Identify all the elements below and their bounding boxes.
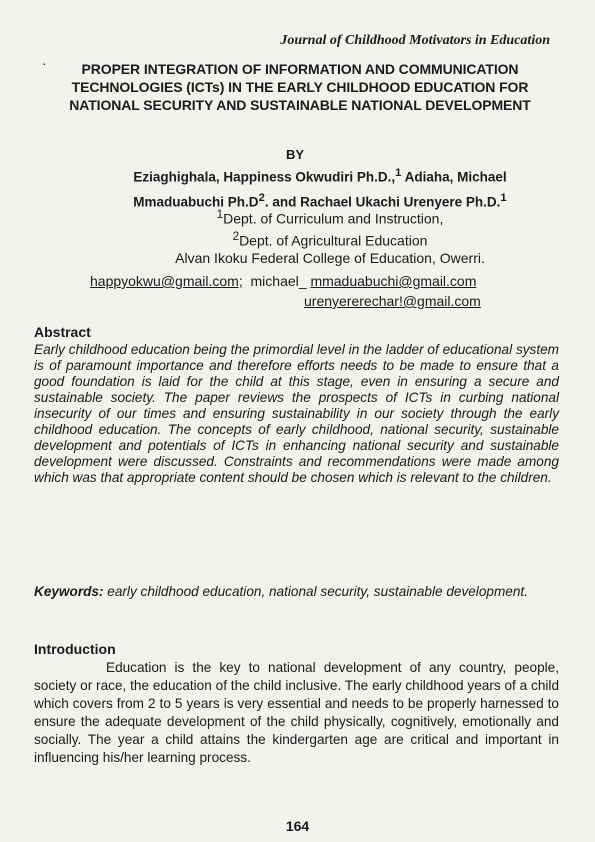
- email-line-1: [60, 271, 580, 291]
- abstract-text: Early childhood education being the primordial level in the ladder of educational system is of paramount importance and therefore efforts needs to be made to ensure that a good foundation is laid for the child at this stage, even in ensuring a secure and sustainable society. The paper reviews the prospects of ICTs in curbing national insecurity of our times and ensuring sustainability in our society through the early childhood education. The concepts of early childhood, national security, sustainable development and potentials of ICTs in enhancing national security and sustainable development were discussed. Constraints and recommendations were made among which was that appropriate content should be chosen which is relevant to the children.: [34, 342, 559, 485]
- title-line-1: PROPER INTEGRATION OF INFORMATION AND COMMUNICATION: [81, 61, 519, 77]
- affiliation-dept-1: $^1$Dept. of Curriculum and Instruction,: [216, 208, 444, 227]
- author-list: [60, 163, 580, 212]
- introduction-heading: Introduction: [34, 641, 116, 657]
- keywords-text: early childhood education, national security, sustainable development.: [103, 584, 528, 599]
- abstract-heading: Abstract: [34, 324, 91, 340]
- title-line-3: NATIONAL SECURITY AND SUSTAINABLE NATIONAL DEVELOPMENT: [69, 97, 531, 113]
- bullet-mark: ·: [42, 55, 47, 71]
- email-link-3[interactable]: urenyererechar!@gmail.com: [304, 293, 481, 309]
- running-header: Journal of Childhood Motivators in Education: [280, 33, 550, 48]
- email-link-1[interactable]: happyokwu@gmail.com;: [90, 273, 243, 289]
- email-line-2: [60, 291, 580, 311]
- email-link-2[interactable]: mmaduabuchi@gmail.com: [310, 273, 477, 289]
- keywords: [34, 584, 559, 600]
- affiliation-college: Alvan Ikoku Federal College of Education, Owerri.: [175, 250, 485, 267]
- author-emails: [60, 271, 580, 311]
- page-number: 164: [285, 818, 310, 834]
- author-line-2: Mmaduabuchi $Ph.D^2$. and Rachael Ukachi Urenyere Ph.D.$^1$: [133, 191, 507, 209]
- keywords-label: Keywords:: [34, 584, 104, 599]
- affiliations: [90, 206, 570, 267]
- introduction-text: Education is the key to national development of any country, people, society or race, the education of the child inclusive. The early childhood years of a child which covers from 2 to 5 years is very essential and needs to be properly harnessed to ensure the adequate development of the child physically, cognitively, emotionally and socially. The year a child attains the kindergarten age are critical and important in influencing his/her learning process.: [34, 660, 559, 765]
- title-line-2: TECHNOLOGIES (ICTs) IN THE EARLY CHILDHOOD EDUCATION FOR: [71, 79, 529, 95]
- email-prefix-2: michael_: [250, 273, 307, 289]
- paper-title: [30, 60, 570, 114]
- by-label: BY: [285, 147, 305, 162]
- author-line-1: Eziaghighala, Happiness Okwudiri Ph.D.,$^1$ Adiaha, Michael: [133, 167, 507, 185]
- affiliation-dept-2: $^2$Dept. of Agricultural Education: [232, 229, 428, 249]
